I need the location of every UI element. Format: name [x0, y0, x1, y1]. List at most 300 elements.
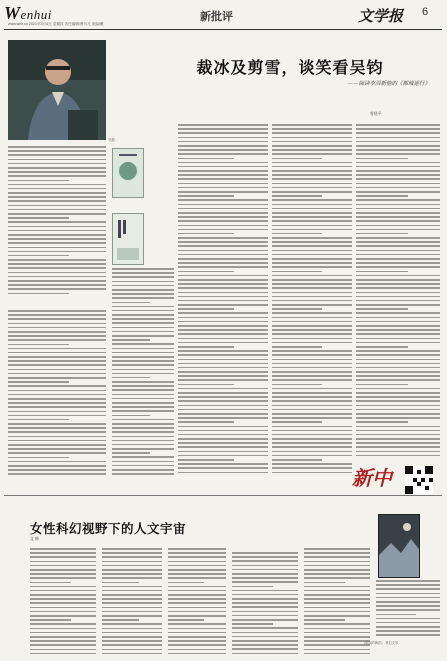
text-line	[102, 649, 162, 651]
text-line	[178, 266, 268, 268]
text-line	[376, 634, 440, 636]
text-line	[178, 187, 268, 189]
text-line	[112, 385, 174, 387]
text-line	[178, 354, 268, 356]
text-line	[356, 359, 440, 361]
text-line	[272, 225, 352, 227]
text-line	[356, 409, 440, 411]
text-line	[272, 426, 352, 428]
text-line	[30, 602, 96, 604]
text-line	[232, 619, 298, 621]
text-line	[356, 141, 440, 143]
text-line	[112, 310, 174, 312]
masthead-logo: Wenhui	[4, 3, 52, 23]
text-line	[304, 598, 370, 600]
text-line	[168, 598, 226, 600]
text-line	[272, 384, 322, 386]
author-photo	[8, 40, 106, 140]
text-line	[178, 250, 268, 252]
text-line	[8, 318, 106, 320]
text-line	[356, 229, 440, 231]
text-line	[304, 552, 370, 554]
text-line	[112, 461, 174, 463]
text-line	[356, 166, 440, 168]
text-line	[178, 275, 268, 277]
text-line	[272, 258, 352, 260]
text-line	[304, 615, 370, 617]
text-line	[112, 306, 174, 308]
text-line	[8, 284, 106, 286]
text-line	[112, 352, 174, 354]
text-line	[272, 162, 352, 164]
section-divider	[4, 495, 442, 496]
text-line	[30, 561, 96, 563]
text-line	[356, 451, 440, 453]
text-line	[304, 644, 370, 646]
text-line	[178, 409, 268, 411]
text-line	[102, 607, 162, 609]
text-line	[8, 167, 106, 169]
text-column-1	[8, 146, 106, 297]
text-line	[356, 178, 440, 180]
text-line	[272, 312, 352, 314]
text-line	[356, 308, 408, 310]
text-line	[30, 548, 96, 550]
text-line	[304, 623, 370, 625]
text-line	[112, 410, 174, 412]
text-line	[178, 166, 268, 168]
text-line	[8, 436, 106, 438]
text-line	[8, 373, 106, 375]
text-line	[8, 276, 106, 278]
text-line	[112, 356, 174, 358]
text-line	[178, 178, 268, 180]
text-line	[178, 229, 268, 231]
text-line	[272, 354, 352, 356]
text-line	[112, 448, 174, 450]
text-line	[304, 573, 370, 575]
text-line	[178, 467, 268, 469]
text-line	[376, 626, 440, 628]
text-column-a2-2	[102, 548, 162, 657]
text-line	[356, 329, 440, 331]
text-line	[356, 275, 440, 277]
text-line	[376, 622, 440, 624]
text-line	[178, 220, 268, 222]
text-line	[8, 213, 106, 215]
text-line	[8, 461, 106, 463]
text-line	[112, 419, 174, 421]
text-line	[8, 251, 106, 253]
text-line	[30, 598, 96, 600]
text-line	[356, 317, 440, 319]
text-line	[8, 465, 106, 467]
text-line	[356, 400, 440, 402]
text-line	[168, 594, 226, 596]
text-line	[8, 230, 106, 232]
text-line	[8, 440, 106, 442]
text-line	[356, 417, 440, 419]
text-line	[8, 377, 106, 379]
text-line	[272, 467, 352, 469]
text-line	[178, 400, 268, 402]
text-line	[102, 590, 162, 592]
text-line	[178, 158, 234, 160]
text-line	[232, 573, 298, 575]
text-line	[8, 255, 69, 257]
book-cover-1	[112, 148, 144, 198]
text-line	[112, 398, 174, 400]
text-line	[376, 618, 440, 620]
text-line	[168, 590, 226, 592]
text-line	[178, 455, 268, 457]
text-line	[356, 446, 440, 448]
text-line	[102, 573, 162, 575]
text-line	[178, 132, 268, 134]
text-line	[178, 191, 268, 193]
text-line	[356, 174, 440, 176]
text-line	[178, 379, 268, 381]
text-line	[178, 338, 268, 340]
text-line	[30, 653, 96, 655]
text-line	[178, 472, 268, 474]
text-line	[304, 636, 370, 638]
text-line	[356, 162, 440, 164]
text-line	[112, 268, 174, 270]
text-line	[232, 627, 298, 629]
text-line	[304, 569, 370, 571]
text-line	[272, 405, 352, 407]
text-line	[356, 325, 440, 327]
article-byline: 曾建平	[370, 111, 382, 116]
text-line	[8, 406, 106, 408]
text-line	[168, 644, 226, 646]
text-line	[30, 573, 96, 575]
text-column-1b	[8, 310, 106, 478]
text-line	[168, 602, 226, 604]
text-line	[232, 632, 298, 634]
text-line	[178, 128, 268, 130]
text-line	[112, 465, 174, 467]
text-line	[178, 262, 268, 264]
text-line	[30, 577, 96, 579]
text-line	[304, 556, 370, 558]
text-line	[102, 611, 162, 613]
text-line	[112, 377, 150, 379]
text-line	[304, 561, 370, 563]
text-line	[102, 586, 162, 588]
text-line	[356, 199, 440, 201]
text-line	[356, 338, 440, 340]
text-line	[168, 632, 226, 634]
text-line	[178, 237, 268, 239]
text-line	[272, 158, 322, 160]
text-line	[102, 577, 162, 579]
text-line	[356, 158, 408, 160]
text-line	[8, 339, 106, 341]
text-line	[8, 259, 106, 261]
text-line	[356, 279, 440, 281]
text-line	[356, 434, 440, 436]
text-line	[272, 413, 352, 415]
text-column-a2-4	[232, 552, 298, 657]
text-line	[232, 615, 298, 617]
text-line	[356, 153, 440, 155]
text-line	[112, 456, 174, 458]
text-line	[272, 283, 352, 285]
text-column-a2-3	[168, 548, 226, 657]
text-line	[178, 216, 268, 218]
text-line	[272, 174, 352, 176]
text-line	[102, 594, 162, 596]
text-line	[272, 346, 322, 348]
text-column-4	[272, 124, 352, 476]
text-line	[112, 423, 174, 425]
text-line	[356, 455, 440, 457]
text-line	[112, 276, 174, 278]
text-line	[178, 317, 268, 319]
text-line	[356, 392, 440, 394]
text-line	[102, 623, 162, 625]
text-line	[272, 338, 352, 340]
page-number: 6	[422, 6, 429, 18]
text-column-a2-6	[376, 580, 440, 639]
text-line	[304, 649, 370, 651]
text-line	[356, 292, 440, 294]
text-line	[178, 287, 268, 289]
text-column-a2-1	[30, 548, 96, 657]
text-line	[272, 371, 352, 373]
text-line	[178, 304, 268, 306]
text-line	[356, 388, 440, 390]
text-line	[272, 183, 352, 185]
text-line	[8, 364, 106, 366]
text-line	[102, 552, 162, 554]
text-line	[356, 283, 440, 285]
text-line	[356, 237, 440, 239]
text-line	[102, 569, 162, 571]
text-line	[356, 300, 440, 302]
text-line	[272, 128, 352, 130]
text-line	[8, 448, 106, 450]
text-line	[178, 283, 268, 285]
text-line	[232, 640, 298, 642]
text-line	[178, 426, 268, 428]
text-line	[304, 602, 370, 604]
text-line	[8, 163, 106, 165]
text-line	[356, 442, 440, 444]
text-line	[112, 331, 174, 333]
text-line	[8, 154, 106, 156]
text-line	[232, 577, 298, 579]
paper-name: 文学报	[358, 7, 404, 25]
text-line	[272, 292, 352, 294]
text-line	[178, 442, 268, 444]
text-line	[30, 611, 96, 613]
text-line	[8, 159, 106, 161]
text-line	[168, 649, 226, 651]
text-line	[112, 452, 150, 454]
text-line	[112, 335, 174, 337]
text-line	[8, 469, 106, 471]
text-line	[356, 225, 440, 227]
text-line	[356, 333, 440, 335]
text-line	[112, 360, 174, 362]
text-line	[272, 204, 352, 206]
text-line	[178, 363, 268, 365]
text-line	[30, 644, 96, 646]
text-line	[356, 304, 440, 306]
text-line	[30, 623, 96, 625]
text-line	[356, 149, 440, 151]
text-line	[272, 367, 352, 369]
text-line	[272, 409, 352, 411]
text-line	[178, 199, 268, 201]
text-line	[232, 586, 273, 588]
text-line	[178, 233, 234, 235]
text-line	[232, 623, 273, 625]
text-line	[178, 350, 268, 352]
text-line	[178, 162, 268, 164]
text-line	[178, 183, 268, 185]
text-line	[178, 384, 234, 386]
text-line	[8, 394, 106, 396]
text-line	[178, 312, 268, 314]
text-line	[356, 354, 440, 356]
text-line	[356, 216, 440, 218]
text-line	[102, 556, 162, 558]
text-line	[356, 296, 440, 298]
text-line	[8, 419, 69, 421]
text-line	[8, 360, 106, 362]
text-line	[178, 271, 234, 273]
text-line	[112, 373, 174, 375]
text-line	[232, 598, 298, 600]
text-line	[30, 615, 96, 617]
text-line	[272, 446, 352, 448]
text-line	[168, 552, 226, 554]
text-line	[112, 314, 174, 316]
text-line	[272, 417, 352, 419]
text-line	[232, 556, 298, 558]
text-line	[112, 440, 174, 442]
text-line	[356, 145, 440, 147]
text-line	[8, 234, 106, 236]
text-line	[168, 561, 226, 563]
text-line	[272, 212, 352, 214]
text-line	[8, 293, 69, 295]
text-line	[356, 363, 440, 365]
text-line	[356, 342, 440, 344]
text-line	[112, 281, 174, 283]
text-line	[272, 430, 352, 432]
text-line	[272, 229, 352, 231]
text-line	[272, 472, 352, 474]
text-line	[272, 254, 352, 256]
text-line	[272, 333, 352, 335]
text-line	[272, 392, 352, 394]
text-line	[168, 569, 226, 571]
text-line	[272, 153, 352, 155]
text-line	[376, 588, 440, 590]
text-line	[178, 145, 268, 147]
book-note: 《星辰的海洋》 科幻文学	[362, 641, 399, 645]
text-line	[272, 296, 352, 298]
text-line	[178, 342, 268, 344]
text-line	[272, 233, 322, 235]
text-line	[178, 174, 268, 176]
text-line	[272, 350, 352, 352]
text-line	[178, 308, 234, 310]
text-line	[8, 444, 106, 446]
text-line	[112, 427, 174, 429]
text-line	[272, 463, 352, 465]
text-line	[102, 565, 162, 567]
text-line	[232, 653, 298, 655]
text-line	[168, 653, 226, 655]
text-line	[272, 451, 352, 453]
text-line	[272, 359, 352, 361]
text-line	[272, 287, 352, 289]
text-line	[8, 205, 106, 207]
text-line	[272, 342, 352, 344]
text-line	[272, 379, 352, 381]
text-line	[272, 137, 352, 139]
text-line	[356, 187, 440, 189]
text-line	[376, 597, 440, 599]
text-line	[168, 586, 226, 588]
text-line	[30, 628, 96, 630]
text-line	[272, 237, 352, 239]
text-line	[272, 300, 352, 302]
text-line	[356, 405, 440, 407]
text-line	[272, 216, 352, 218]
text-line	[168, 577, 226, 579]
text-line	[232, 606, 298, 608]
text-line	[178, 170, 268, 172]
text-line	[8, 473, 106, 475]
text-line	[8, 188, 106, 190]
text-line	[178, 292, 268, 294]
text-line	[30, 640, 96, 642]
text-line	[8, 226, 106, 228]
text-line	[102, 632, 162, 634]
text-line	[8, 314, 106, 316]
text-line	[272, 321, 352, 323]
text-line	[8, 184, 106, 186]
text-line	[102, 548, 162, 550]
text-line	[8, 196, 106, 198]
text-line	[356, 124, 440, 126]
text-line	[356, 212, 440, 214]
text-line	[8, 356, 106, 358]
text-line	[178, 396, 268, 398]
text-line	[304, 640, 370, 642]
text-line	[356, 379, 440, 381]
section-title: 新批评	[200, 10, 233, 23]
text-line	[304, 632, 370, 634]
text-line	[272, 396, 352, 398]
text-line	[30, 565, 96, 567]
text-line	[112, 293, 174, 295]
text-line	[30, 619, 71, 621]
text-line	[356, 170, 440, 172]
text-line	[168, 582, 204, 584]
text-line	[178, 329, 268, 331]
text-line	[178, 333, 268, 335]
text-line	[30, 552, 96, 554]
text-line	[178, 446, 268, 448]
